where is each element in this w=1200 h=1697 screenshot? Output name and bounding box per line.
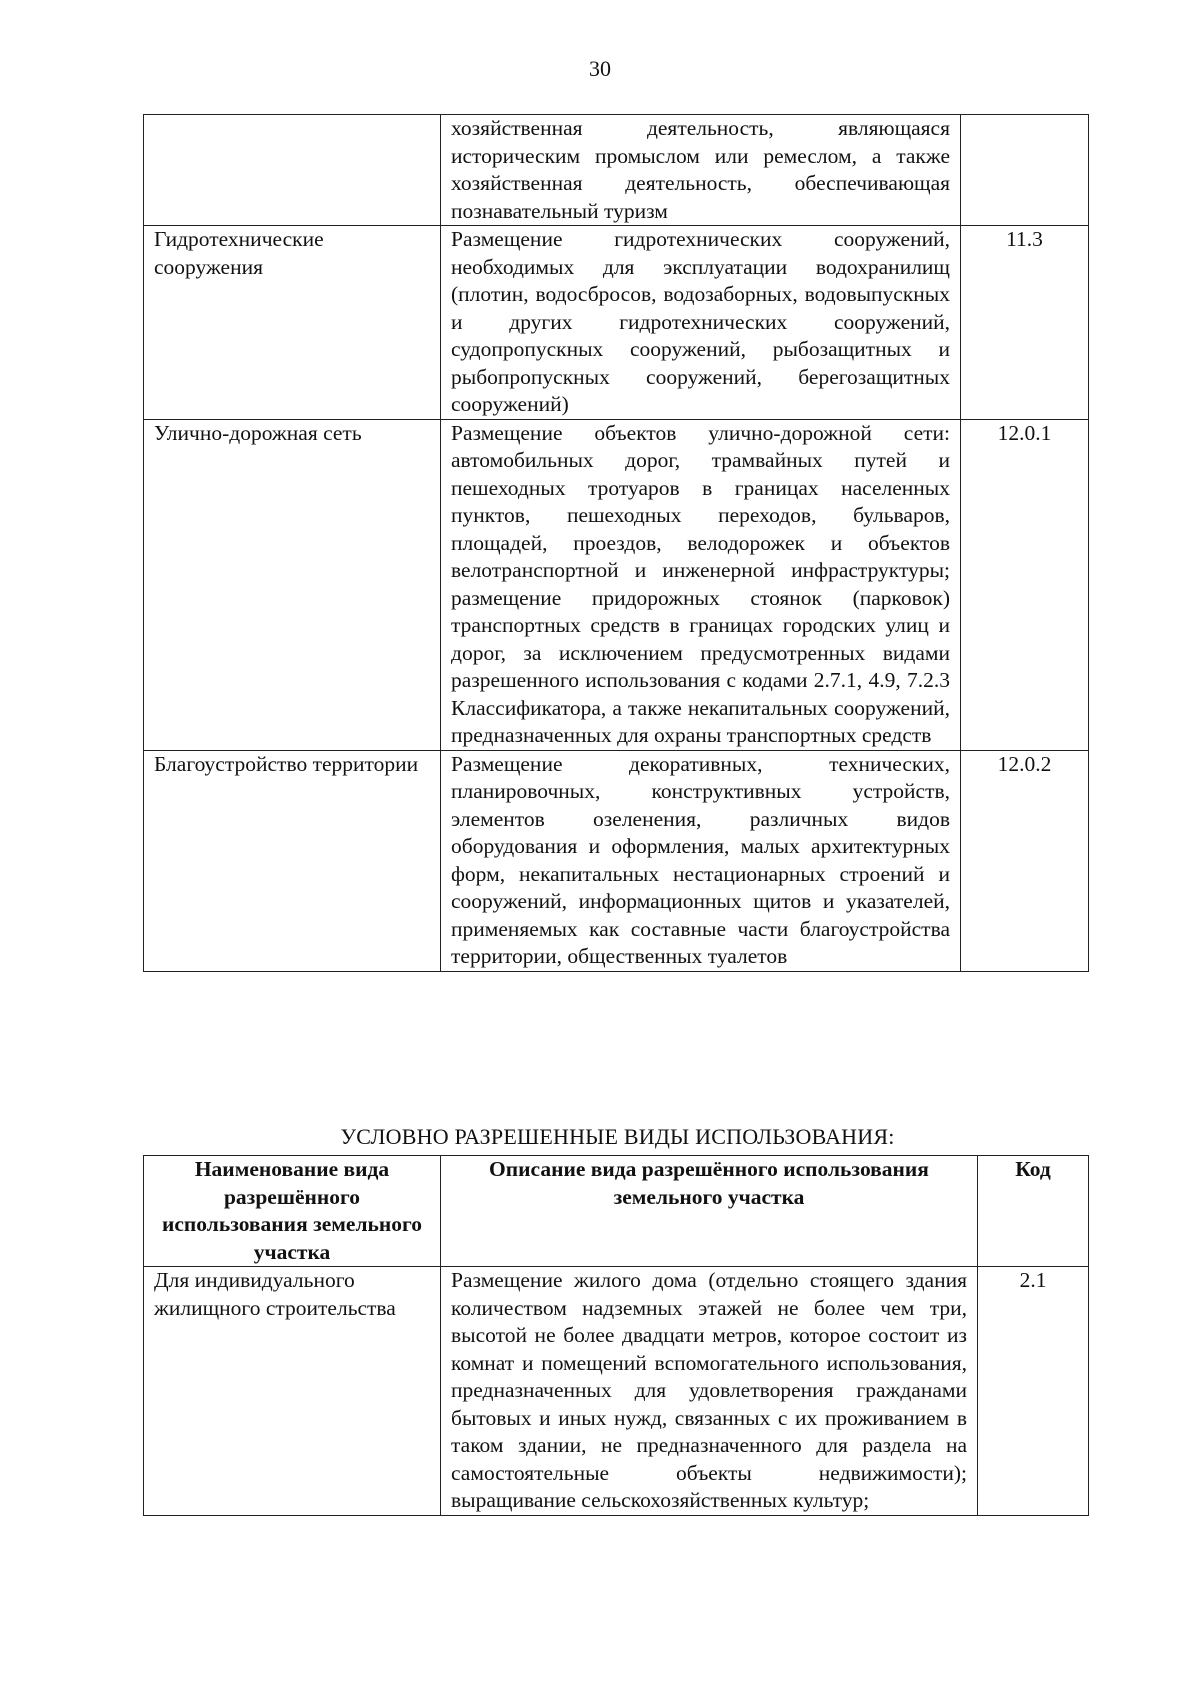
use-description: Размещение объектов улично-дорожной сети: автомобильных дорог, трамвайных путей и пешеходных тротуаров в границах населенных пунктов, пешеходных переходов, бульваров, площадей, проездов, велодорожек и объектов велотранспортной и инженерной инфраструктуры; размещение придорожных стоянок (парковок) транспортных средств в границах городских улиц и дорог, за исключением предусмотренных видами разрешенного использования с кодами 2.7.1, 4.9, 7.2.3 Классификатора, а также некапитальных сооружений, предназначенных для охраны транспортных средств	[441, 419, 961, 750]
table-row	[144, 1267, 1089, 1516]
use-code: 2.1	[978, 1267, 1089, 1516]
use-code: 12.0.2	[961, 750, 1089, 971]
header-description: Описание вида разрешённого использования земельного участка	[441, 1156, 978, 1267]
use-code: 12.0.1	[961, 419, 1089, 750]
section-title: УСЛОВНО РАЗРЕШЕННЫЕ ВИДЫ ИСПОЛЬЗОВАНИЯ:	[340, 1124, 895, 1149]
use-name: Гидротехнические сооружения	[144, 226, 441, 420]
use-description: хозяйственная деятельность, являющаяся историческим промыслом или ремеслом, а также хозяйственная деятельность, обеспечивающая познавательный туризм	[441, 115, 961, 226]
table-row	[144, 750, 1089, 971]
use-name: Для индивидуального жилищного строительства	[144, 1267, 441, 1516]
use-description: Размещение жилого дома (отдельно стоящего здания количеством надземных этажей не более чем три, высотой не более двадцати метров, которое состоит из комнат и помещений вспомогательного использования, предназначенных для удовлетворения гражданами бытовых и иных нужд, связанных с их проживанием в таком здании, не предназначенного для раздела на самостоятельные объекты недвижимости); выращивание сельскохозяйственных культур;	[441, 1267, 978, 1516]
use-name: Благоустройство территории	[144, 750, 441, 971]
use-name: Улично-дорожная сеть	[144, 419, 441, 750]
use-code	[961, 115, 1089, 226]
header-code: Код	[978, 1156, 1089, 1267]
use-description: Размещение гидротехнических сооружений, необходимых для эксплуатации водохранилищ (плотин, водосбросов, водозаборных, водовыпускных и других гидротехнических сооружений, судопропускных сооружений, рыбозащитных и рыбопропускных сооружений, берегозащитных сооружений)	[441, 226, 961, 420]
table-header-row	[144, 1156, 1089, 1267]
header-name: Наименование вида разрешённого использования земельного участка	[144, 1156, 441, 1267]
conditionally-permitted-uses-table	[143, 1155, 1089, 1516]
page-number: 30	[589, 56, 611, 81]
table-row	[144, 419, 1089, 750]
table-row	[144, 226, 1089, 420]
use-code: 11.3	[961, 226, 1089, 420]
use-name	[144, 115, 441, 226]
permitted-uses-table-continued	[143, 114, 1089, 972]
table-row	[144, 115, 1089, 226]
use-description: Размещение декоративных, технических, планировочных, конструктивных устройств, элементов озеленения, различных видов оборудования и оформления, малых архитектурных форм, некапитальных нестационарных строений и сооружений, информационных щитов и указателей, применяемых как составные части благоустройства территории, общественных туалетов	[441, 750, 961, 971]
